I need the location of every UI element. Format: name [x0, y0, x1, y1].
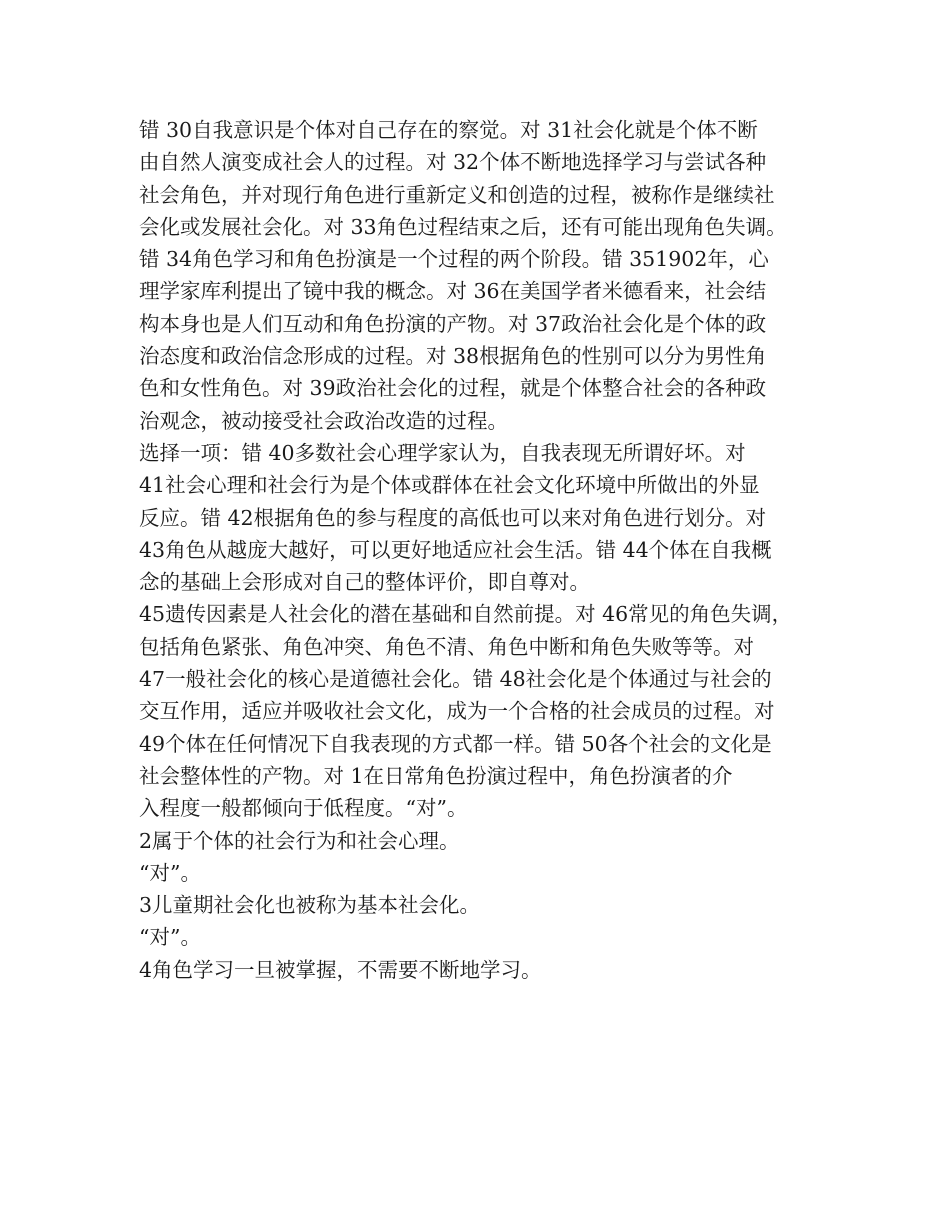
text-line-18: 47一般社会化的核心是道德社会化。错 48社会化是个体通过与社会的 — [139, 667, 772, 692]
text-line-16: 45遗传因素是人社会化的潜在基础和自然前提。对 46常见的角色失调， — [139, 602, 793, 627]
text-line-3: 社会角色，并对现行角色进行重新定义和创造的过程，被称作是继续社 — [139, 182, 775, 207]
text-line-8: 治态度和政治信念形成的过程。对 38根据角色的性别可以分为男性角 — [139, 344, 767, 369]
text-line-20: 49个体在任何情况下自我表现的方式都一样。错 50各个社会的文化是 — [139, 731, 772, 756]
text-line-23: 2属于个体的社会行为和社会心理。 — [139, 828, 460, 853]
text-line-4: 会化或发展社会化。对 33角色过程结束之后，还有可能出现角色失调。 — [139, 214, 787, 239]
text-line-21: 社会整体性的产物。对 1在日常角色扮演过程中，角色扮演者的介 — [139, 763, 733, 788]
text-line-1: 错 30自我意识是个体对自己存在的察觉。对 31社会化就是个体不断 — [139, 118, 758, 142]
text-line-17: 包括角色紧张、角色冲突、角色不清、角色中断和角色失败等等。对 — [139, 634, 754, 659]
text-line-10: 治观念，被动接受社会政治改造的过程。 — [139, 408, 508, 433]
text-line-24: “对”。 — [139, 860, 201, 885]
text-line-14: 43角色从越庞大越好，可以更好地适应社会生活。错 44个体在自我概 — [139, 537, 772, 562]
text-line-2: 由自然人演变成社会人的过程。对 32个体不断地选择学习与尝试各种 — [139, 150, 767, 175]
text-line-5: 错 34角色学习和角色扮演是一个过程的两个阶段。错 351902年，心 — [139, 247, 769, 272]
text-line-6: 理学家库利提出了镜中我的概念。对 36在美国学者米德看来，社会结 — [139, 279, 767, 304]
text-line-12: 41社会心理和社会行为是个体或群体在社会文化环境中所做出的外显 — [139, 473, 760, 498]
text-line-11: 选择一项：错 40多数社会心理学家认为，自我表现无所谓好坏。对 — [139, 440, 746, 465]
text-line-19: 交互作用，适应并吸收社会文化，成为一个合格的社会成员的过程。对 — [139, 699, 775, 724]
document-body — [139, 114, 829, 986]
text-line-25: 3儿童期社会化也被称为基本社会化。 — [139, 893, 481, 918]
text-line-13: 反应。错 42根据角色的参与程度的高低也可以来对角色进行划分。对 — [139, 505, 767, 530]
text-line-26: “对”。 — [139, 925, 201, 950]
text-line-22: 入程度一般都倾向于低程度。“对”。 — [139, 796, 468, 821]
text-line-9: 色和女性角色。对 39政治社会化的过程，就是个体整合社会的各种政 — [139, 376, 767, 401]
text-line-27: 4角色学习一旦被掌握，不需要不断地学习。 — [139, 957, 542, 982]
text-line-15: 念的基础上会形成对自己的整体评价，即自尊对。 — [139, 570, 590, 595]
text-line-7: 构本身也是人们互动和角色扮演的产物。对 37政治社会化是个体的政 — [139, 311, 767, 336]
